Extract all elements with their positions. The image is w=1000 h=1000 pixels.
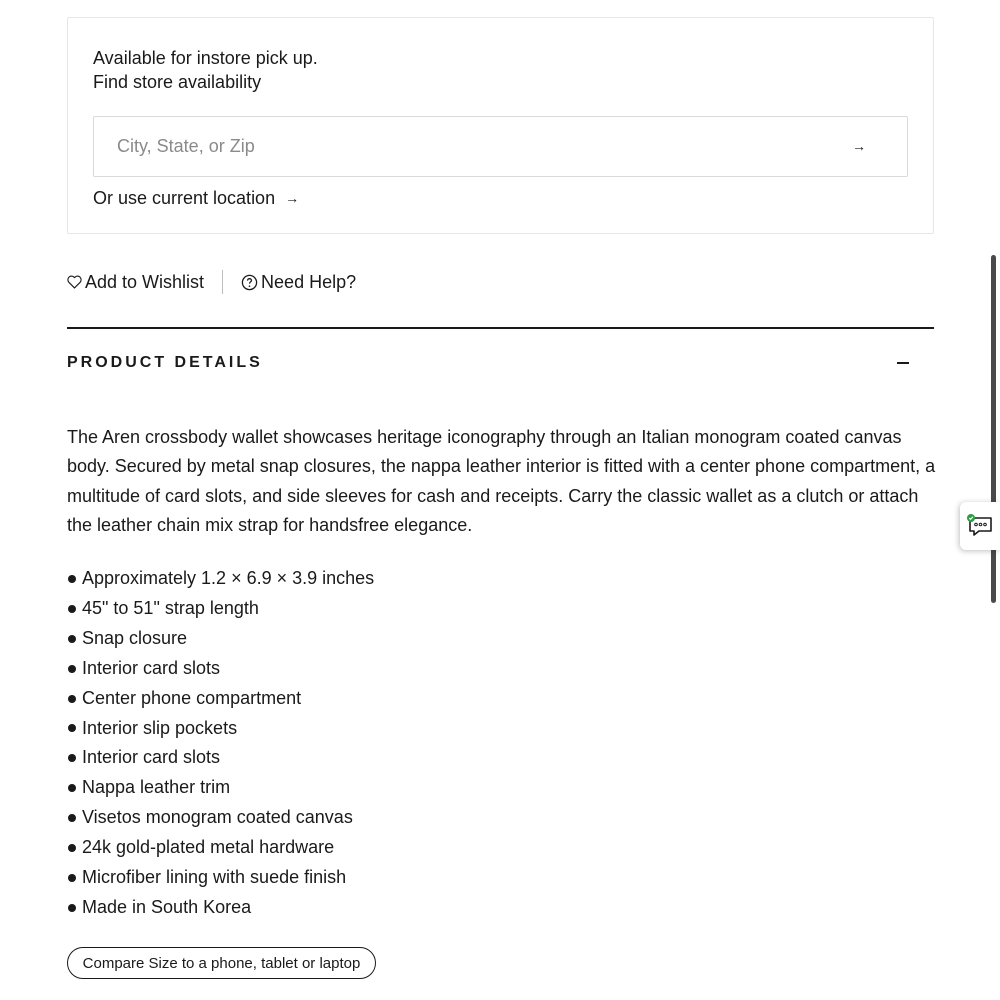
location-input[interactable] bbox=[94, 117, 834, 176]
feature-item bbox=[67, 714, 374, 744]
feature-item bbox=[67, 743, 374, 773]
bullet-icon bbox=[68, 605, 76, 613]
feature-text: 45" to 51" strap length bbox=[82, 597, 259, 618]
feature-item bbox=[67, 624, 374, 654]
feature-text: Center phone compartment bbox=[82, 687, 302, 708]
bullet-icon bbox=[68, 784, 76, 792]
bullet-icon bbox=[68, 575, 76, 583]
location-search-box bbox=[93, 116, 908, 177]
use-current-location-link[interactable] bbox=[93, 186, 299, 210]
chat-widget-button[interactable] bbox=[960, 502, 1000, 550]
feature-text: Made in South Korea bbox=[82, 896, 252, 917]
help-circle-icon bbox=[241, 274, 258, 291]
product-details-toggle[interactable] bbox=[67, 350, 934, 376]
arrow-right-icon: → bbox=[285, 190, 300, 206]
feature-text: Snap closure bbox=[82, 627, 188, 648]
bullet-icon bbox=[68, 754, 76, 762]
feature-list bbox=[67, 564, 374, 923]
section-divider bbox=[67, 327, 934, 329]
bullet-icon bbox=[68, 695, 76, 703]
chat-bubble-icon bbox=[966, 513, 994, 539]
feature-item bbox=[67, 803, 374, 833]
minus-icon bbox=[897, 362, 909, 364]
store-pickup-card bbox=[67, 17, 934, 234]
feature-text: Interior slip pockets bbox=[82, 717, 238, 738]
scrollbar[interactable] bbox=[991, 255, 996, 603]
heart-icon bbox=[67, 275, 82, 289]
product-details-heading: PRODUCT DETAILS bbox=[67, 354, 263, 371]
wishlist-label: Add to Wishlist bbox=[85, 271, 205, 292]
feature-item bbox=[67, 594, 374, 624]
feature-item bbox=[67, 654, 374, 684]
product-description: The Aren crossbody wallet showcases heritage iconography through an Italian monogram coated canvas body. Secured by metal snap closures, the nappa leather interior is fitted with a center phone compartment, a multitude of card slots, and side sleeves for cash and receipts. Carry the classic wallet as a clutch or attach the leather chain mix strap for handsfree elegance. bbox=[67, 427, 936, 535]
need-help-label: Need Help? bbox=[261, 271, 357, 292]
compare-size-button[interactable]: Compare Size to a phone, tablet or laptop bbox=[67, 947, 376, 979]
find-store-label: Find store availability bbox=[93, 72, 262, 92]
bullet-icon bbox=[68, 635, 76, 643]
pickup-title: Available for instore pick up. bbox=[93, 48, 318, 68]
feature-text: Visetos monogram coated canvas bbox=[82, 807, 353, 828]
feature-item bbox=[67, 773, 374, 803]
bullet-icon bbox=[68, 874, 76, 882]
feature-text: 24k gold-plated metal hardware bbox=[82, 837, 335, 858]
bullet-icon bbox=[68, 904, 76, 912]
feature-text: Approximately 1.2 × 6.9 × 3.9 inches bbox=[82, 568, 375, 588]
feature-text: Microfiber lining with suede finish bbox=[82, 867, 347, 888]
need-help-button[interactable] bbox=[241, 272, 356, 293]
bullet-icon bbox=[68, 724, 76, 732]
add-to-wishlist-button[interactable] bbox=[67, 272, 204, 293]
bullet-icon bbox=[68, 814, 76, 822]
feature-text: Interior card slots bbox=[82, 747, 221, 768]
bullet-icon bbox=[68, 844, 76, 852]
feature-item bbox=[67, 863, 374, 893]
feature-item bbox=[67, 833, 374, 863]
bullet-icon bbox=[68, 665, 76, 673]
feature-item bbox=[67, 684, 374, 714]
product-actions bbox=[67, 268, 356, 296]
feature-item bbox=[67, 564, 374, 594]
feature-text: Interior card slots bbox=[82, 657, 221, 678]
feature-item bbox=[67, 893, 374, 923]
feature-text: Nappa leather trim bbox=[82, 777, 231, 798]
arrow-right-icon[interactable]: → bbox=[852, 138, 866, 154]
action-divider bbox=[222, 270, 223, 294]
use-location-label: Or use current location bbox=[93, 188, 276, 208]
